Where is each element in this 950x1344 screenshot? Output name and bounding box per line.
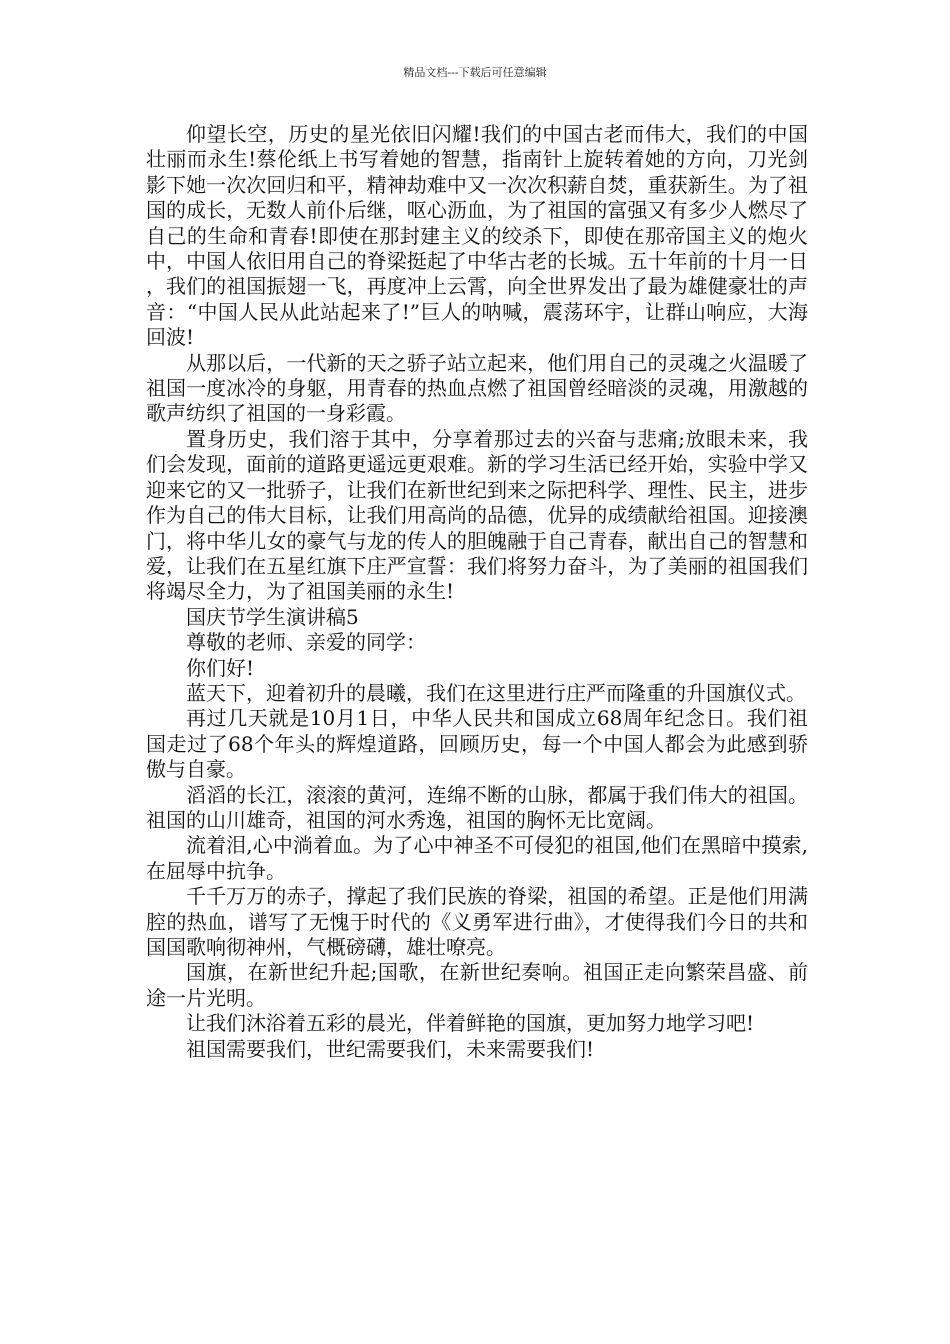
paragraph-10: 流着泪,心中淌着血。为了心中神圣不可侵犯的祖国,他们在黑暗中摸索,在屈辱中抗争。 bbox=[146, 833, 808, 883]
paragraph-11: 千千万万的赤子，撑起了我们民族的脊梁，祖国的希望。正是他们用满腔的热血，谱写了无愧于时代的《义勇军进行曲》，才使得我们今日的共和国国歌响彻神州，气概磅礴，雄壮嘹亮。 bbox=[146, 884, 808, 959]
paragraph-8: 再过几天就是10月1日，中华人民共和国成立68周年纪念日。我们祖国走过了68个年头的辉煌道路，回顾历史，每一个中国人都会为此感到骄傲与自豪。 bbox=[146, 706, 808, 782]
paragraph-3: 置身历史，我们溶于其中，分享着那过去的兴奋与悲痛;放眼未来，我们会发现，面前的道路更遥远更艰难。新的学习生活已经开始，实验中学又迎来它的又一批骄子，让我们在新世纪到来之际把科学、理性、民主，进步作为自己的伟大目标，让我们用高尚的品德，优异的成绩献给祖国。迎接澳门，将中华儿女的豪气与龙的传人的胆魄融于自己青春，献出自己的智慧和爱，让我们在五星红旗下庄严宣誓：我们将努力奋斗，为了美丽的祖国我们将竭尽全力，为了祖国美丽的永生! bbox=[146, 426, 808, 604]
paragraph-1: 仰望长空，历史的星光依旧闪耀!我们的中国古老而伟大，我们的中国壮丽而永生!蔡伦纸上书写着她的智慧，指南针上旋转着她的方向，刀光剑影下她一次次回归和平，精神劫难中又一次次积薪自焚，重获新生。为了祖国的成长，无数人前仆后继，呕心沥血，为了祖国的富强又有多少人燃尽了自己的生命和青春!即使在那封建主义的绞杀下，即使在那帝国主义的炮火中，中国人依旧用自己的脊梁挺起了中华古老的长城。五十年前的十月一日，我们的祖国振翅一飞，再度冲上云霄，向全世界发出了最为雄健豪壮的声音：“中国人民从此站起来了!”巨人的呐喊，震荡环宇，让群山响应，大海回波! bbox=[146, 122, 808, 350]
paragraph-13: 让我们沐浴着五彩的晨光，伴着鲜艳的国旗，更加努力地学习吧! bbox=[186, 1011, 755, 1036]
page-header: 精品文档---下载后可任意编辑 bbox=[403, 66, 547, 79]
document-body bbox=[146, 122, 808, 1062]
paragraph-2: 从那以后，一代新的天之骄子站立起来，他们用自己的灵魂之火温暖了祖国一度冰冷的身躯，用青春的热血点燃了祖国曾经暗淡的灵魂，用激越的歌声纺织了祖国的一身彩霞。 bbox=[146, 350, 808, 426]
paragraph-12: 国旗，在新世纪升起;国歌，在新世纪奏响。祖国正走向繁荣昌盛、前途一片光明。 bbox=[146, 960, 808, 1010]
greeting: 你们好! bbox=[186, 655, 255, 680]
salutation: 尊敬的老师、亲爱的同学： bbox=[186, 630, 426, 655]
section-title: 国庆节学生演讲稿5 bbox=[186, 604, 359, 629]
paragraph-7: 蓝天下，迎着初升的晨曦，我们在这里进行庄严而隆重的升国旗仪式。 bbox=[186, 680, 806, 705]
closing-line: 祖国需要我们，世纪需要我们，未来需要我们! bbox=[186, 1036, 595, 1061]
paragraph-9: 滔滔的长江，滚滚的黄河，连绵不断的山脉，都属于我们伟大的祖国。祖国的山川雄奇，祖国的河水秀逸，祖国的胸怀无比宽阔。 bbox=[146, 782, 808, 832]
